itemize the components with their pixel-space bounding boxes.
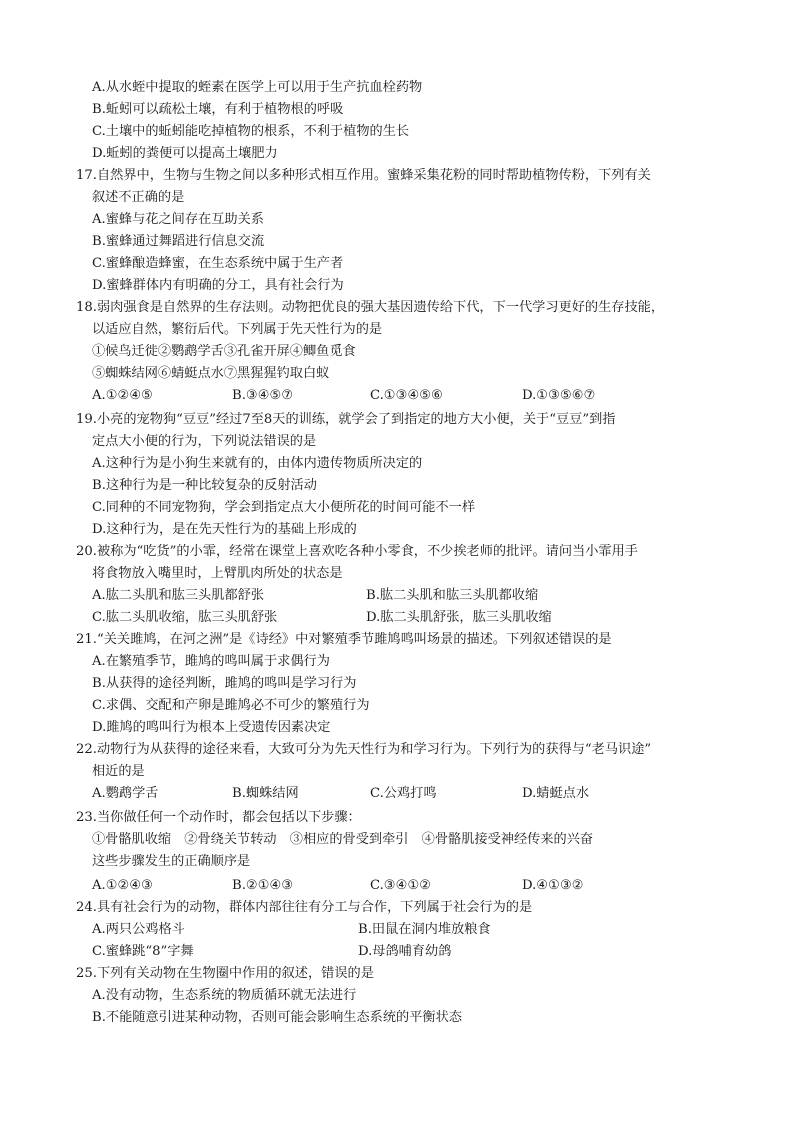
- q24-stem-line1: 24.具有社会行为的动物，群体内部往往有分工与合作，下列属于社会行为的是: [76, 900, 533, 915]
- q24-option-b: B.田鼠在洞内堆放粮食: [358, 922, 491, 937]
- q25-stem-line1: 25.下列有关动物在生物圈中作用的叙述，错误的是: [76, 966, 374, 981]
- q18-stem-line2: 以适应自然，繁衍后代。下列属于先天性行为的是: [92, 322, 383, 337]
- q20-stem-line2: 将食物放入嘴里时，上臂肌肉所处的状态是: [92, 566, 343, 581]
- q19-stem-line1: 19.小亮的宠物狗“豆豆”经过7至8天的训练，就学会了到指定的地方大小便，关于“豆豆”到指: [76, 412, 616, 427]
- q21-option-b: B.从获得的途径判断，雎鸠的鸣叫是学习行为: [92, 676, 357, 691]
- q22-option-d: D.蜻蜓点水: [522, 786, 590, 801]
- q24-option-c: C.蜜蜂跳“8”字舞: [92, 944, 194, 959]
- q18-option-a: A.①②④⑤: [92, 388, 154, 403]
- q20-option-d: D.肱二头肌舒张，肱三头肌收缩: [366, 610, 552, 625]
- q25-option-a: A.没有动物，生态系统的物质循环就无法进行: [92, 988, 357, 1003]
- q17-option-a: A.蜜蜂与花之间存在互助关系: [92, 212, 264, 227]
- q22-option-b: B.蜘蛛结网: [232, 786, 299, 801]
- q17-stem-line1: 17.自然界中，生物与生物之间以多种形式相互作用。蜜蜂采集花粉的同时帮助植物传粉，下列有关: [76, 168, 651, 183]
- q23-option-d: D.④①③②: [522, 878, 584, 893]
- q23-option-c: C.③④①②: [370, 878, 432, 893]
- q20-option-c: C.肱二头肌收缩，肱三头肌舒张: [92, 610, 278, 625]
- q23-stem-line1: 23.当你做任何一个动作时，都会包括以下步骤：: [76, 810, 361, 825]
- q16-option-d: D.蚯蚓的粪便可以提高土壤肥力: [92, 146, 278, 161]
- q19-option-d: D.这种行为，是在先天性行为的基础上形成的: [92, 522, 357, 537]
- q18-items-line1: ①候鸟迁徙②鹦鹉学舌③孔雀开屏④鲫鱼觅食: [92, 344, 356, 359]
- q19-option-a: A.这种行为是小狗生来就有的，由体内遗传物质所决定的: [92, 456, 423, 471]
- q20-stem-line1: 20.被称为“吃货”的小霏，经常在课堂上喜欢吃各种小零食，不少挨老师的批评。请问当小霏用手: [76, 544, 638, 559]
- q21-stem-line1: 21.“关关雎鸠，在河之洲”是《诗经》中对繁殖季节雎鸠鸣叫场景的描述。下列叙述错误的是: [76, 632, 612, 647]
- q22-stem-line2: 相近的是: [92, 764, 145, 779]
- q21-option-c: C.求偶、交配和产卵是雎鸠必不可少的繁殖行为: [92, 698, 370, 713]
- q20-option-b: B.肱二头肌和肱三头肌都收缩: [366, 588, 539, 603]
- q20-option-a: A.肱二头肌和肱三头肌都舒张: [92, 588, 264, 603]
- q18-items-line2: ⑤蜘蛛结网⑥蜻蜓点水⑦黑猩猩钓取白蚁: [92, 366, 330, 381]
- q24-option-a: A.两只公鸡格斗: [92, 922, 185, 937]
- q21-option-a: A.在繁殖季节，雎鸠的鸣叫属于求偶行为: [92, 654, 330, 669]
- q18-option-d: D.①③⑤⑥⑦: [522, 388, 596, 403]
- q23-steps: ①骨骼肌收缩 ②骨绕关节转动 ③相应的骨受到牵引 ④骨骼肌接受神经传来的兴奋: [92, 832, 594, 847]
- q17-stem-line2: 叙述不正确的是: [92, 190, 185, 205]
- q17-option-c: C.蜜蜂酿造蜂蜜，在生态系统中属于生产者: [92, 256, 344, 271]
- q22-option-c: C.公鸡打鸣: [370, 786, 437, 801]
- q23-option-a: A.①②④③: [92, 878, 154, 893]
- q21-option-d: D.雎鸠的鸣叫行为根本上受遗传因素决定: [92, 720, 331, 735]
- q17-option-b: B.蜜蜂通过舞蹈进行信息交流: [92, 234, 265, 249]
- q22-option-a: A.鹦鹉学舌: [92, 786, 159, 801]
- q22-stem-line1: 22.动物行为从获得的途径来看，大致可分为先天性行为和学习行为。下列行为的获得与“老马识途”: [76, 742, 652, 757]
- q23-stem-line2: 这些步骤发生的正确顺序是: [92, 854, 251, 869]
- q18-option-c: C.①③④⑤⑥: [370, 388, 443, 403]
- q17-option-d: D.蜜蜂群体内有明确的分工，具有社会行为: [92, 278, 344, 293]
- q19-stem-line2: 定点大小便的行为，下列说法错误的是: [92, 434, 317, 449]
- q25-option-b: B.不能随意引进某种动物，否则可能会影响生态系统的平衡状态: [92, 1010, 462, 1025]
- q18-stem-line1: 18.弱肉强食是自然界的生存法则。动物把优良的强大基因遗传给下代，下一代学习更好的生存技能，: [76, 300, 665, 315]
- q19-option-c: C.同种的不同宠物狗，学会到指定点大小便所花的时间可能不一样: [92, 500, 476, 515]
- q24-option-d: D.母鸽哺育幼鸽: [358, 944, 452, 959]
- q16-option-b: B.蚯蚓可以疏松土壤，有利于植物根的呼吸: [92, 102, 344, 117]
- q23-option-b: B.②①④③: [232, 878, 294, 893]
- q18-option-b: B.③④⑤⑦: [232, 388, 294, 403]
- q16-option-c: C.土壤中的蚯蚓能吃掉植物的根系，不利于植物的生长: [92, 124, 410, 139]
- q16-option-a: A.从水蛭中提取的蛭素在医学上可以用于生产抗血栓药物: [92, 80, 423, 95]
- q19-option-b: B.这种行为是一种比较复杂的反射活动: [92, 478, 317, 493]
